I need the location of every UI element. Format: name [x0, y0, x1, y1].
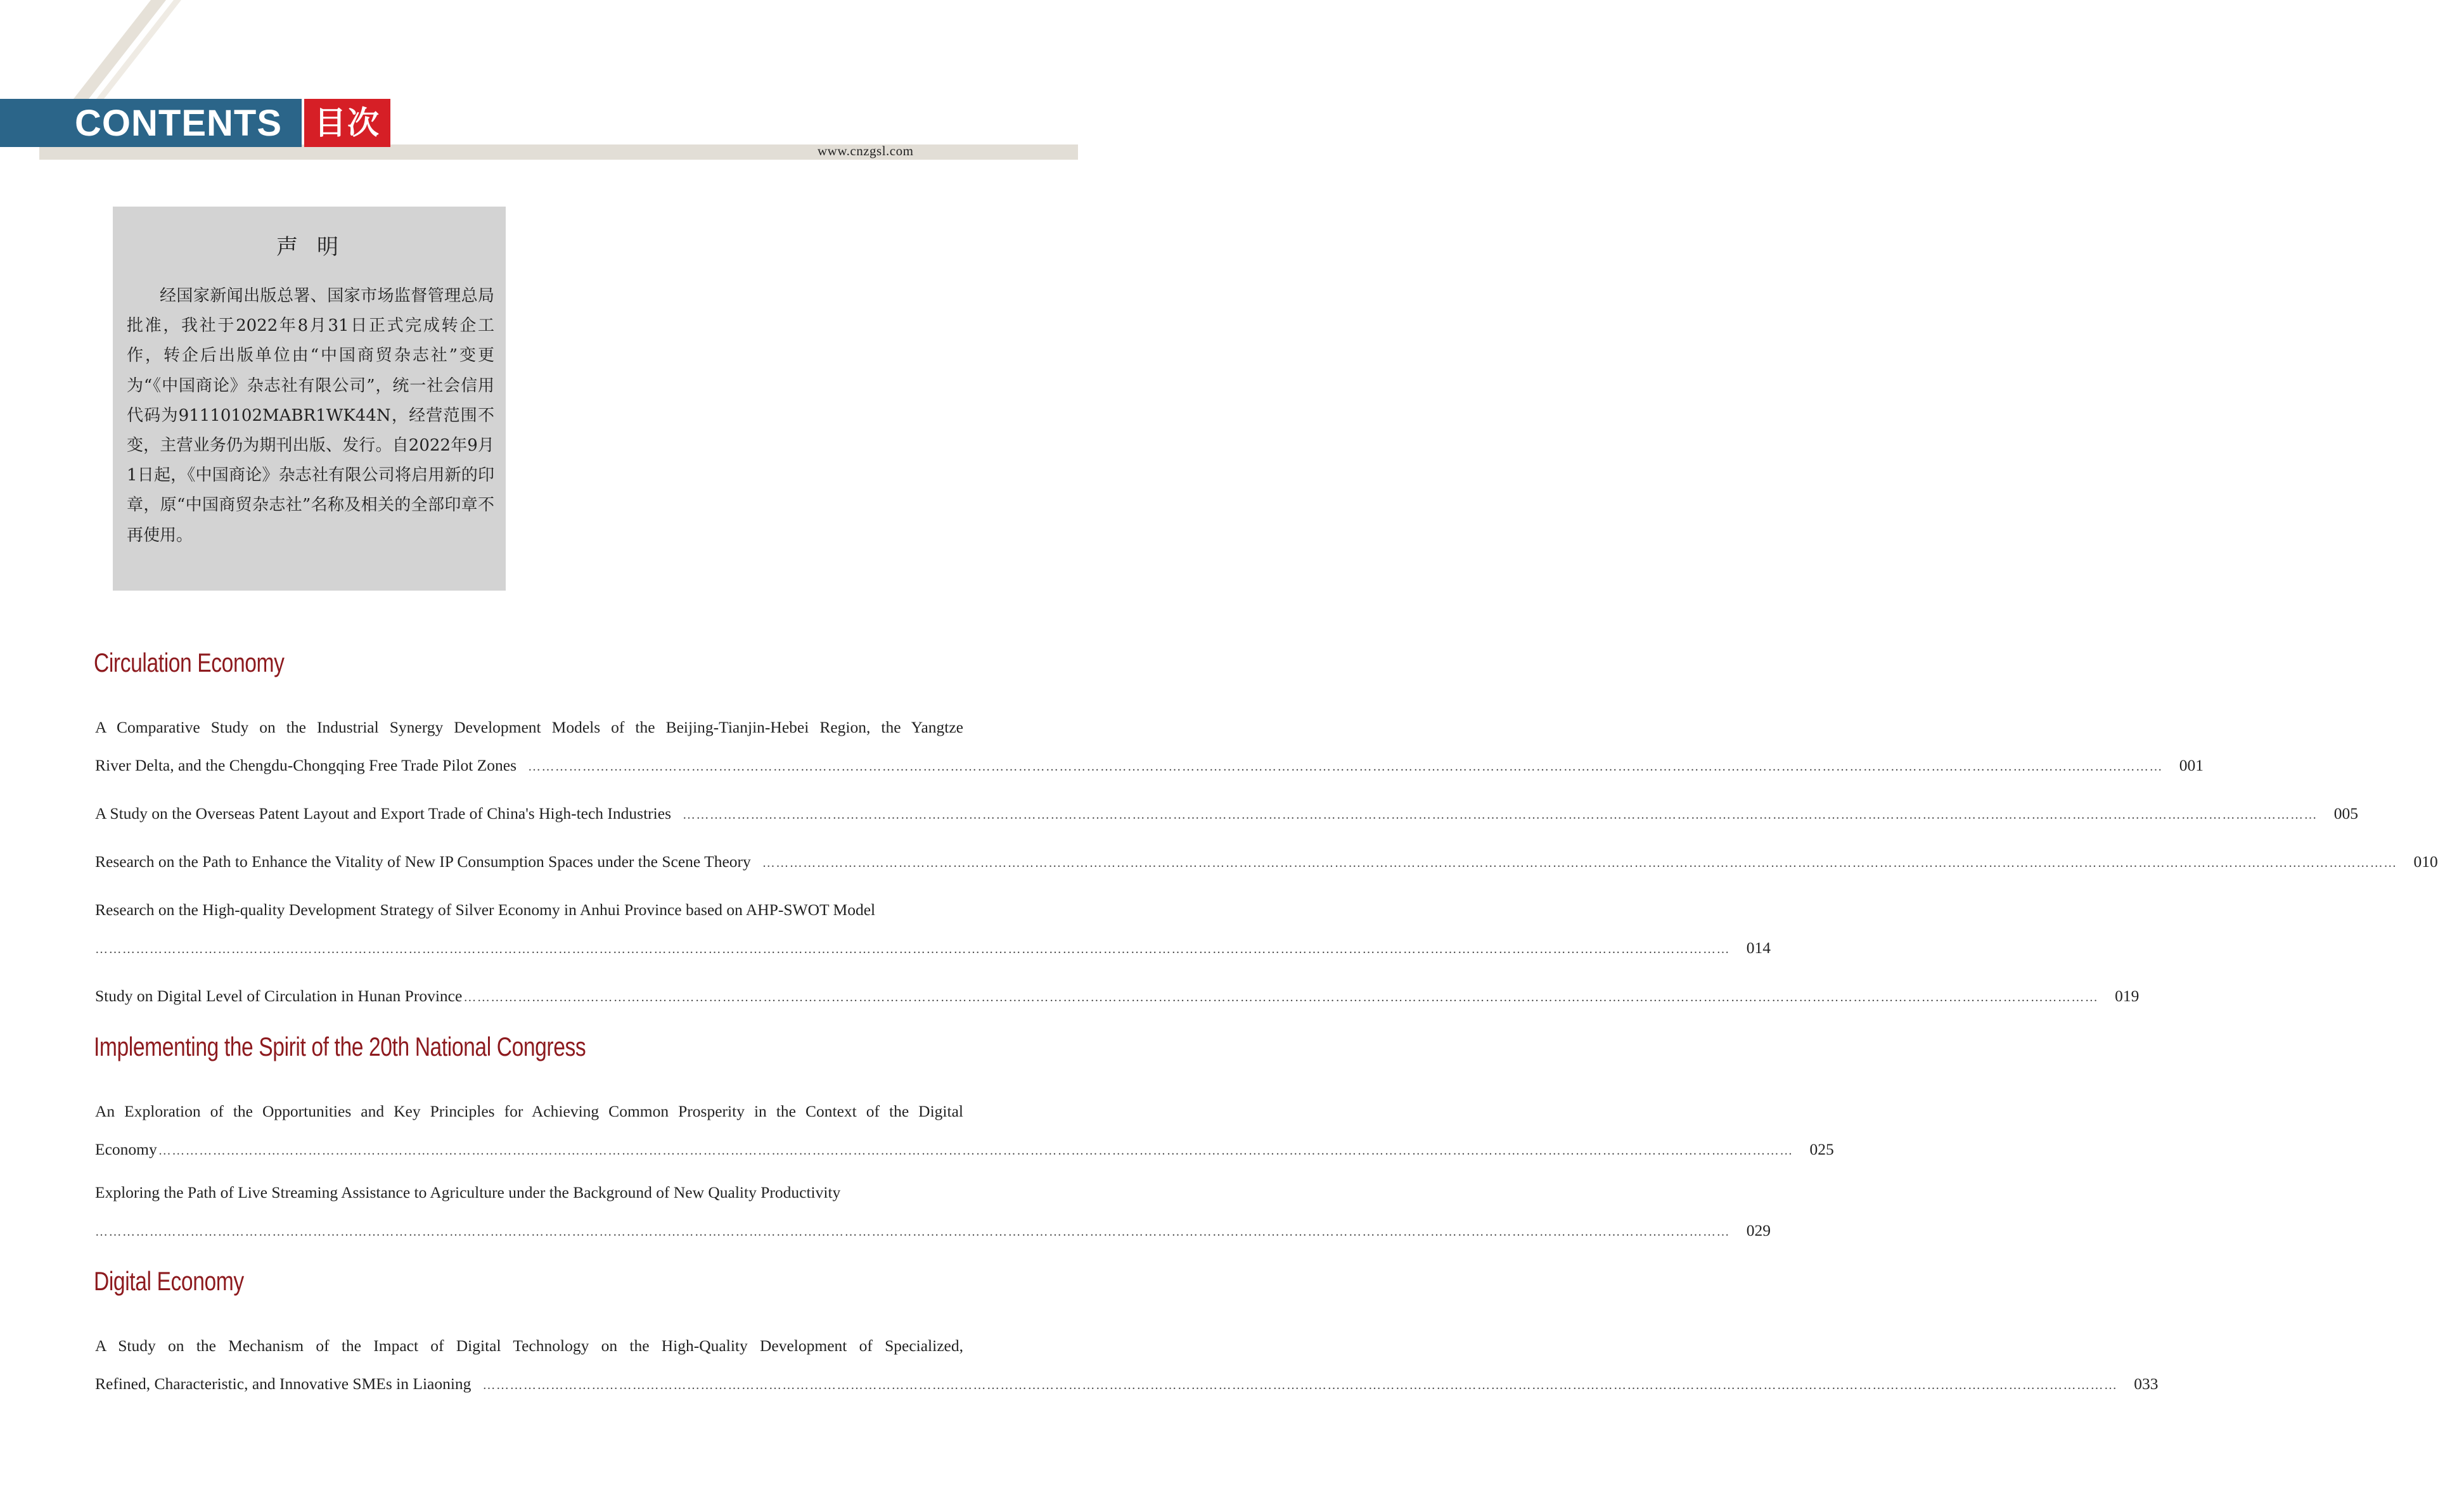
entry-title-line: An Exploration of the Opportunities and Key Principles for Achieving Common Prosperity in the Context of the Digital: [95, 1102, 963, 1120]
leader-dots: ………………………………………………………………………………………………………………………………………………………………………………………………………………………………………………………………………………………………………………………………: [158, 1144, 1793, 1158]
page-number: 029: [1746, 1221, 1771, 1240]
toc-entry[interactable]: [95, 977, 2140, 1015]
toc-entry[interactable]: [95, 843, 2438, 881]
toc-entry[interactable]: [95, 1174, 1771, 1250]
page-number: 019: [2115, 987, 2140, 1005]
notice-title: 声明: [276, 234, 357, 260]
notice-text: 经国家新闻出版总署、国家市场监督管理总局批准，我社于2022年8月31日正式完成转企工作，转企后出版单位由“中国商贸杂志社”变更为“《中国商论》杂志社有限公司”，统一社会信用代码为91110102MABR1WK44N，经营范围不变，主营业务仍为期刊出版、发行。自2022年9月1日起，《中国商论》杂志社有限公司将启用新的印章，原“中国商贸杂志社”名称及相关的全部印章不再使用。: [127, 286, 494, 545]
entry-title-line: Research on the High-quality Development Strategy of Silver Economy in Anhui Province based on AHP-SWOT Model: [95, 900, 876, 919]
section-heading-digital-economy: Digital Economy: [94, 1266, 244, 1296]
leader-dots: ………………………………………………………………………………………………………………………………………………………………………………………………………………………………………………………………………………………………………………………………: [463, 990, 2099, 1004]
entry-title-line: A Study on the Mechanism of the Impact of Digital Technology on the High-Quality Development of Specialized,: [95, 1336, 963, 1355]
contents-title-cn: 目次: [314, 105, 380, 141]
toc-entry[interactable]: [95, 891, 1771, 967]
toc-entry[interactable]: [95, 1327, 2159, 1403]
entry-title-line: Research on the Path to Enhance the Vitality of New IP Consumption Spaces under the Scene Theory: [95, 852, 751, 871]
page-number: 014: [1746, 939, 1771, 957]
entry-title-line: Economy: [95, 1140, 157, 1158]
leader-dots: ………………………………………………………………………………………………………………………………………………………………………………………………………………………………………………………………………………………………………………………………: [683, 808, 2318, 822]
leader-dots: ………………………………………………………………………………………………………………………………………………………………………………………………………………………………………………………………………………………………………………………………: [762, 856, 2397, 870]
notice-box: [113, 207, 506, 591]
entry-title-line: Study on Digital Level of Circulation in Hunan Province: [95, 987, 463, 1005]
page-number: 005: [2333, 804, 2358, 823]
decorative-diagonal: [0, 0, 190, 108]
leader-dots: ………………………………………………………………………………………………………………………………………………………………………………………………………………………………………………………………………………………………………………………………: [528, 760, 2164, 774]
leader-dots: ………………………………………………………………………………………………………………………………………………………………………………………………………………………………………………………………………………………………………………………………: [482, 1378, 2118, 1392]
entry-title-line: Exploring the Path of Live Streaming Assistance to Agriculture under the Background of New Quality Productivity: [95, 1183, 841, 1201]
page-number: 025: [1809, 1140, 1834, 1158]
toc-entry[interactable]: [95, 1092, 1834, 1169]
page-number: 001: [2179, 756, 2204, 774]
page-number: 010: [2413, 852, 2438, 871]
leader-dots: ………………………………………………………………………………………………………………………………………………………………………………………………………………………………………………………………………………………………………………………………: [95, 1225, 1730, 1239]
entry-title-line: A Study on the Overseas Patent Layout and Export Trade of China's High-tech Industries: [95, 804, 671, 823]
contents-title: CONTENTS: [75, 103, 282, 144]
entry-title-line: Refined, Characteristic, and Innovative SMEs in Liaoning: [95, 1374, 472, 1393]
page-number: 033: [2134, 1374, 2159, 1393]
notice-body: [127, 281, 494, 551]
section-heading-circulation-economy: Circulation Economy: [94, 648, 285, 677]
entry-title-line: River Delta, and the Chengdu-Chongqing Free Trade Pilot Zones: [95, 756, 517, 774]
leader-dots: ………………………………………………………………………………………………………………………………………………………………………………………………………………………………………………………………………………………………………………………………: [95, 942, 1730, 956]
toc-entry[interactable]: [95, 708, 2204, 785]
toc-entry[interactable]: [95, 795, 2358, 833]
section-heading-national-congress: Implementing the Spirit of the 20th National Congress: [94, 1032, 586, 1061]
entry-title-line: A Comparative Study on the Industrial Synergy Development Models of the Beijing-Tianjin-Hebei Region, the Yangtze: [95, 718, 963, 736]
website-url[interactable]: www.cnzgsl.com: [818, 143, 914, 158]
